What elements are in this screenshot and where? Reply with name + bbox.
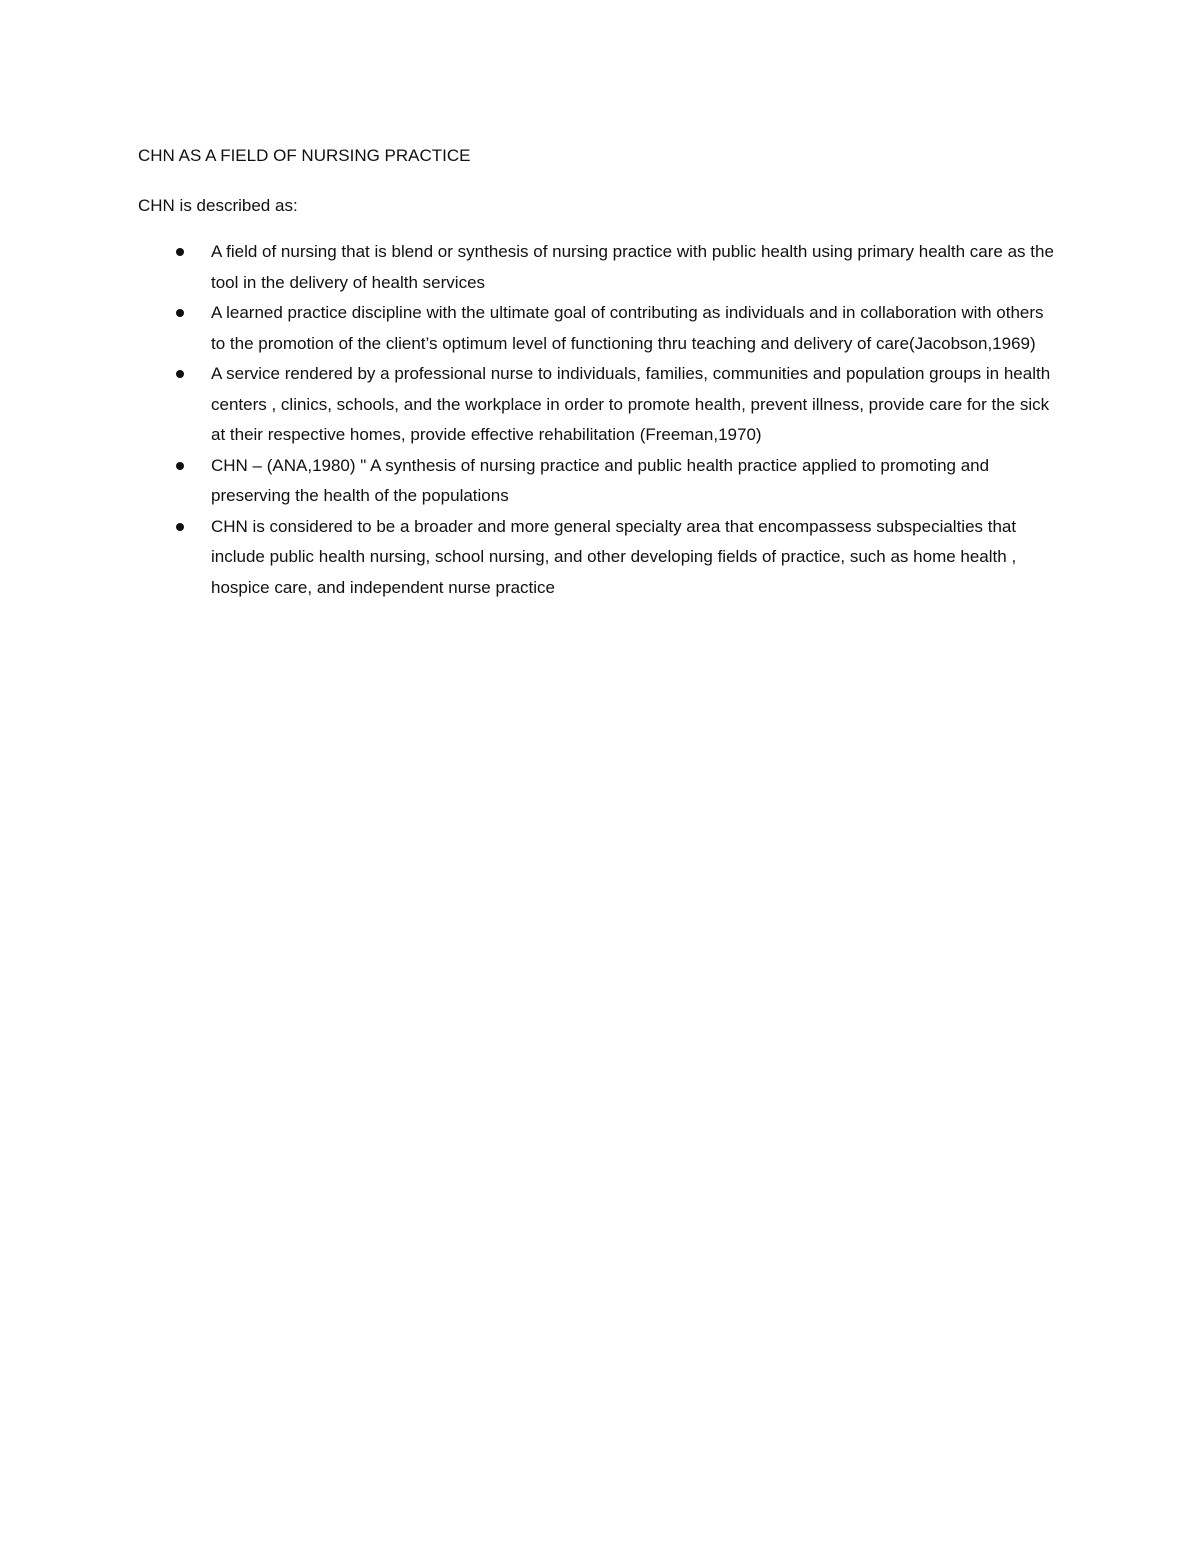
list-item-text: A learned practice discipline with the ultimate goal of contributing as individuals and in collaboration with others to the promotion of the client’s optimum level of functioning thru teaching and delivery of care(Jacobson,1969) — [211, 303, 1044, 353]
list-item-text: A field of nursing that is blend or synthesis of nursing practice with public health using primary health care as the tool in the delivery of health services — [211, 242, 1054, 292]
bullet-icon — [176, 248, 184, 256]
list-item-text: CHN – (ANA,1980) " A synthesis of nursing practice and public health practice applied to promoting and preserving the health of the populations — [211, 455, 990, 505]
list-item — [138, 359, 1058, 451]
page-title: CHN AS A FIELD OF NURSING PRACTICE — [138, 146, 471, 165]
list-item-text: CHN is considered to be a broader and more general specialty area that encompassess subspecialties that include public health nursing, school nursing, and other developing fields of practice, such as home health , hospice care, and independent nurse practice — [211, 516, 1017, 597]
bullet-icon — [176, 370, 184, 378]
list-item — [138, 451, 1058, 512]
document-body — [138, 143, 1058, 603]
list-item-text: A service rendered by a professional nurse to individuals, families, communities and population groups in health centers , clinics, schools, and the workplace in order to promote health, prevent illness, provide care for the sick at their respective homes, provide effective rehabilitation (Freeman,1970) — [211, 364, 1051, 444]
list-item — [138, 237, 1058, 298]
bullet-list — [138, 237, 1058, 603]
list-item — [138, 512, 1058, 604]
bullet-icon — [176, 309, 184, 317]
list-item — [138, 298, 1058, 359]
intro-text: CHN is described as: — [138, 196, 298, 215]
bullet-icon — [176, 523, 184, 531]
bullet-icon — [176, 462, 184, 470]
